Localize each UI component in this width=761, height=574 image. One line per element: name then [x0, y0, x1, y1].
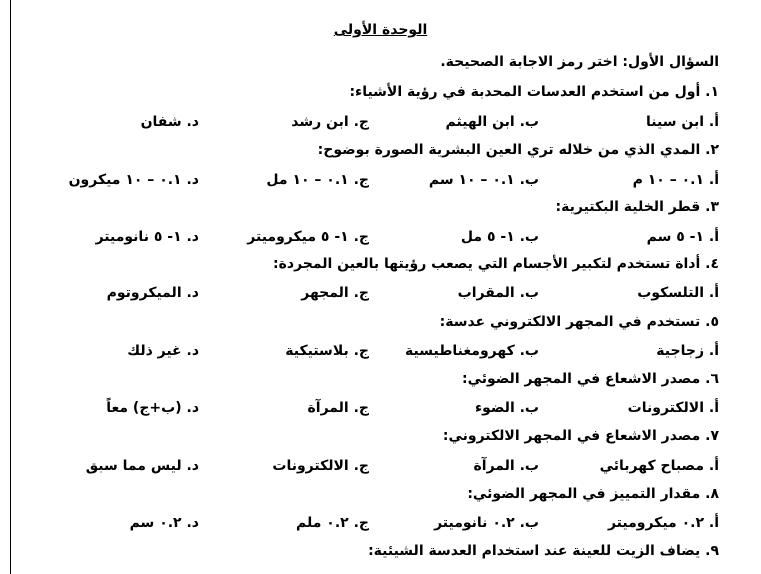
- option-c[interactable]: ج. الالكترونات: [272, 458, 369, 474]
- question-8-options: [0, 515, 761, 535]
- question-4-options: [0, 285, 761, 305]
- option-a[interactable]: أ. الالكترونات: [627, 400, 719, 416]
- question-1-options: [0, 114, 761, 134]
- question-instruction: السؤال الأول: اختر رمز الاجابة الصحيحة.: [440, 54, 719, 70]
- question-5: ٥. تستخدم في المجهر الالكتروني عدسة:: [439, 314, 719, 330]
- question-3-options: [0, 229, 761, 249]
- option-b[interactable]: ب. ٠.١ – ١٠ سم: [428, 172, 539, 188]
- question-6: ٦. مصدر الاشعاع في المجهر الضوئي:: [461, 371, 719, 387]
- option-c[interactable]: ج. بلاستيكية: [285, 343, 369, 359]
- option-b[interactable]: ب. الضوء: [474, 400, 539, 416]
- option-a[interactable]: أ. زجاجية: [656, 343, 719, 359]
- option-c[interactable]: ج. المجهر: [301, 285, 369, 301]
- question-5-options: [0, 343, 761, 363]
- option-c[interactable]: ج. ابن رشد: [291, 114, 369, 130]
- option-d[interactable]: د. غير ذلك: [127, 343, 199, 359]
- option-a[interactable]: أ. ١- ٥ سم: [646, 229, 719, 245]
- question-7: ٧. مصدر الاشعاع في المجهر الالكتروني:: [442, 428, 719, 444]
- question-4: ٤. أداة تستخدم لتكبير الأجسام التي يصعب رؤيتها بالعين المجردة:: [273, 256, 719, 272]
- option-c[interactable]: ج. المرآة: [307, 400, 369, 416]
- question-6-options: [0, 400, 761, 420]
- option-d[interactable]: د. ٠.٢ سم: [129, 515, 199, 531]
- option-d[interactable]: د. ليس مما سبق: [85, 458, 199, 474]
- unit-title: الوحدة الأولى: [333, 22, 428, 38]
- option-a[interactable]: أ. ابن سينا: [646, 114, 719, 130]
- option-b[interactable]: ب. ٠.٢ نانوميتر: [434, 515, 539, 531]
- option-b[interactable]: ب. ١- ٥ مل: [460, 229, 539, 245]
- option-a[interactable]: أ. ٠.٢ ميكروميتر: [607, 515, 719, 531]
- option-a[interactable]: أ. التلسكوب: [637, 285, 719, 301]
- question-3: ٣. قطر الخلية البكتيرية:: [555, 199, 719, 215]
- question-9: ٩. يضاف الزيت للعينة عند استخدام العدسة الشيئية:: [368, 543, 719, 559]
- option-b[interactable]: ب. ابن الهيثم: [445, 114, 539, 130]
- option-c[interactable]: ج. ٠.١ – ١٠ مل: [266, 172, 369, 188]
- option-c[interactable]: ج. ١- ٥ ميكروميتر: [247, 229, 369, 245]
- option-b[interactable]: ب. المقراب: [457, 285, 539, 301]
- option-a[interactable]: أ. ٠.١ – ١٠ م: [632, 172, 719, 188]
- question-7-options: [0, 458, 761, 478]
- option-d[interactable]: د. شفان: [140, 114, 199, 130]
- question-1: ١. أول من استخدم العدسات المحدبة في رؤية الأشياء:: [349, 84, 719, 100]
- option-d[interactable]: د. الميكروتوم: [106, 285, 199, 301]
- option-d[interactable]: د. (ب+ج) معاً: [106, 400, 199, 416]
- option-a[interactable]: أ. مصباح كهربائي: [599, 458, 719, 474]
- option-c[interactable]: ج. ٠.٢ ملم: [296, 515, 369, 531]
- option-d[interactable]: د. ١- ٥ نانوميتر: [95, 229, 199, 245]
- option-d[interactable]: د. ٠.١ – ١٠ ميكرون: [68, 172, 199, 188]
- option-b[interactable]: ب. المرآة: [473, 458, 539, 474]
- question-2-options: [0, 172, 761, 192]
- question-2: ٢. المدي الذي من خلاله تري العين البشرية الصورة بوضوح:: [317, 142, 719, 158]
- question-8: ٨. مقدار التمييز في المجهر الضوئي:: [467, 486, 719, 502]
- option-b[interactable]: ب. كهرومغناطيسية: [405, 343, 539, 359]
